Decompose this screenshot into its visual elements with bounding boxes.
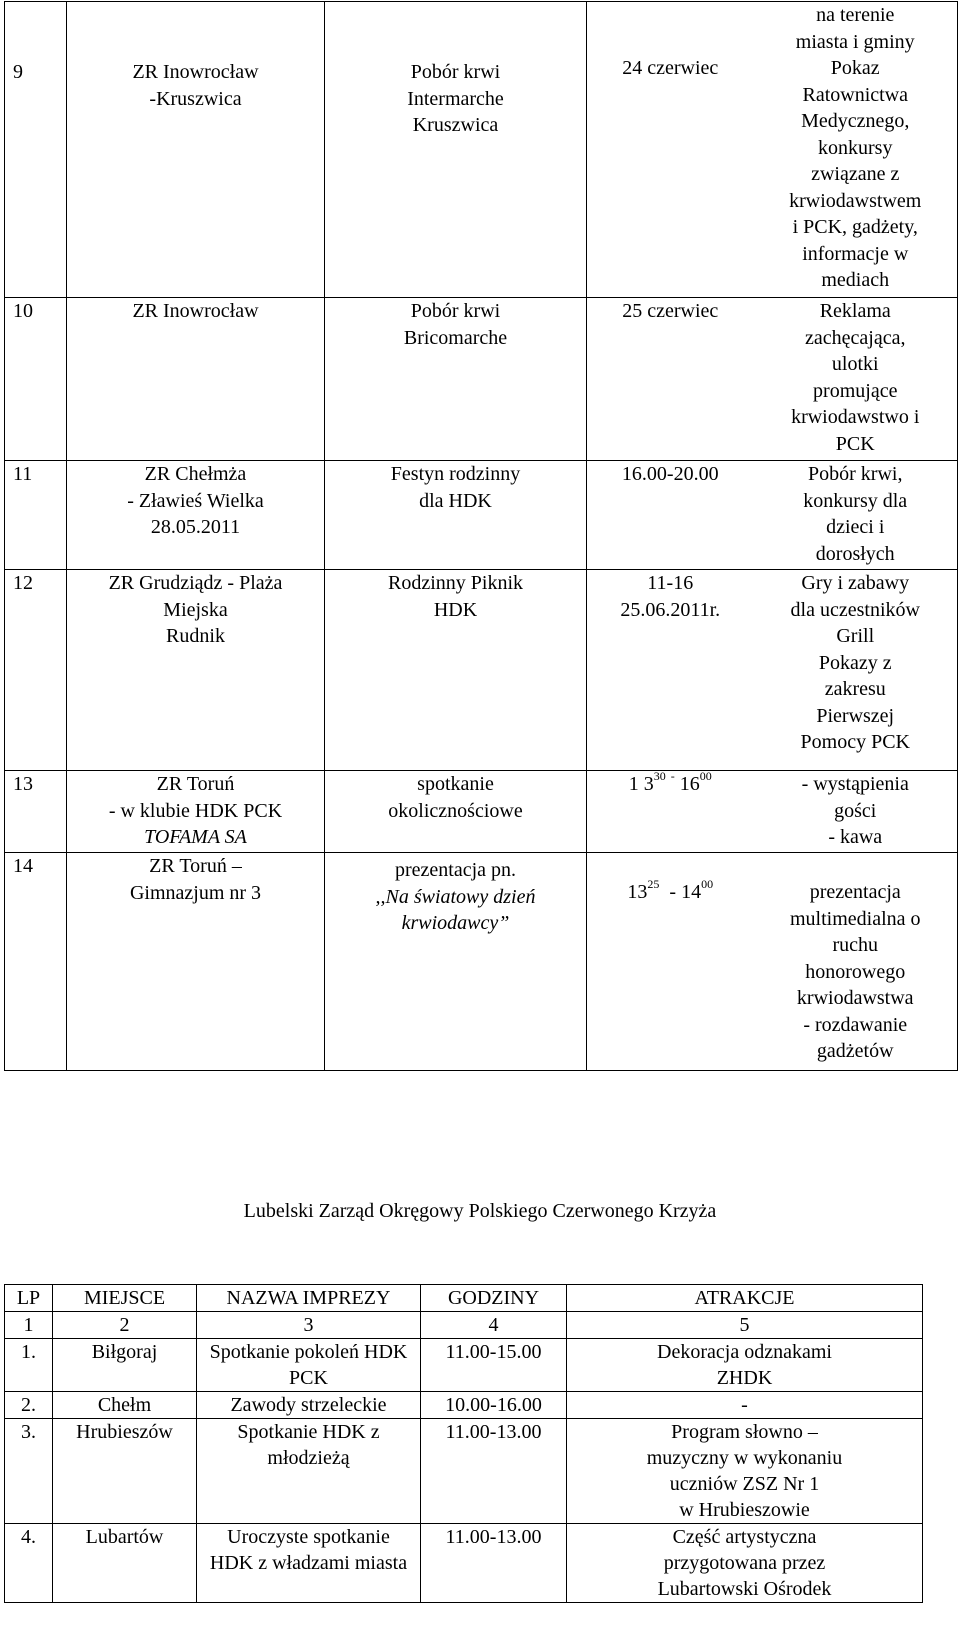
table-row — [5, 853, 958, 1071]
time: 16.00-20.00 — [621, 463, 719, 485]
place-cell: Hrubieszów — [53, 1419, 197, 1524]
row-number: 14 — [5, 853, 67, 1071]
event-cell: Zawody strzeleckie — [197, 1392, 421, 1419]
column-header: ATRAKCJE — [567, 1285, 923, 1312]
table-row — [5, 1524, 923, 1603]
event-cell: Pobór krwi Bricomarche — [325, 298, 587, 461]
event-cell: Uroczyste spotkanie HDK z władzami miasta — [197, 1524, 421, 1603]
place-cell: Chełm — [53, 1392, 197, 1419]
time: 11-16 25.06.2011r. — [620, 572, 721, 621]
place-cell: ZR Toruń – Gimnazjum nr 3 — [67, 853, 325, 1071]
header-row — [5, 1285, 923, 1312]
table-row — [5, 570, 958, 771]
column-number: 2 — [53, 1312, 197, 1339]
time: 24 czerwiec — [622, 57, 719, 79]
table-row — [5, 2, 958, 298]
lp-cell: 1. — [5, 1339, 53, 1392]
event-cell: Festyn rodzinny dla HDK — [325, 461, 587, 570]
events-table-lublin — [4, 1284, 923, 1603]
event-cell: Spotkanie pokoleń HDK PCK — [197, 1339, 421, 1392]
time-attractions-cell — [587, 570, 958, 771]
place-cell: ZR Inowrocław — [67, 298, 325, 461]
attractions: - wystąpienia gości - kawa — [801, 773, 909, 848]
attractions-cell: Dekoracja odznakami ZHDK — [567, 1339, 923, 1392]
entry — [587, 771, 957, 851]
attractions-cell: Program słowno – muzyczny w wykonaniu uczniów ZSZ Nr 1 w Hrubieszowie — [567, 1419, 923, 1524]
section-heading: Lubelski Zarząd Okręgowy Polskiego Czerwonego Krzyża — [243, 1200, 717, 1222]
column-number: 4 — [421, 1312, 567, 1339]
hours-cell: 10.00-16.00 — [421, 1392, 567, 1419]
attractions-cell: Część artystyczna przygotowana przez Lubartowski Ośrodek — [567, 1524, 923, 1603]
attractions: Pokaz Ratownictwa Medycznego, konkursy związane z krwiodawstwem i PCK, gadżety, informacje w mediach — [789, 57, 922, 291]
entry — [587, 570, 957, 756]
entry — [587, 2, 957, 55]
time-attractions-cell — [587, 771, 958, 853]
table-row — [5, 1339, 923, 1392]
lp-cell: 3. — [5, 1419, 53, 1524]
attractions: Gry i zabawy dla uczestników Grill Pokazy z zakresu Pierwszej Pomocy PCK — [790, 572, 920, 753]
row-number: 10 — [5, 298, 67, 461]
column-header: MIEJSCE — [53, 1285, 197, 1312]
event-cell: spotkanie okolicznościowe — [325, 771, 587, 853]
place-cell: ZR Toruń - w klubie HDK PCK TOFAMA SA — [67, 771, 325, 853]
hours-cell: 11.00-13.00 — [421, 1524, 567, 1603]
row-number: 13 — [5, 771, 67, 853]
time-attractions-cell — [587, 461, 958, 570]
place-cell: ZR Inowrocław -Kruszwica — [67, 2, 325, 298]
column-number: 1 — [5, 1312, 53, 1339]
table-row — [5, 461, 958, 570]
entry — [587, 298, 957, 457]
event-cell: Spotkanie HDK z młodzieżą — [197, 1419, 421, 1524]
table-row — [5, 1419, 923, 1524]
column-header: LP — [5, 1285, 53, 1312]
event-title: ,,Na światowy dzień krwiodawcy” — [375, 885, 536, 934]
table-row — [5, 771, 958, 853]
event-cell: prezentacja pn. ,,Na światowy dzień krwiodawcy” — [325, 853, 587, 1071]
hours-cell: 11.00-15.00 — [421, 1339, 567, 1392]
column-number: 3 — [197, 1312, 421, 1339]
row-number: 12 — [5, 570, 67, 771]
table-row — [5, 1392, 923, 1419]
lp-cell: 4. — [5, 1524, 53, 1603]
event-cell: Rodzinny Piknik HDK — [325, 570, 587, 771]
place-cell: Lubartów — [53, 1524, 197, 1603]
entry — [587, 55, 957, 294]
column-header: NAZWA IMPREZY — [197, 1285, 421, 1312]
place-cell: Biłgoraj — [53, 1339, 197, 1392]
time — [587, 2, 754, 55]
time-attractions-cell — [587, 853, 958, 1071]
place-cell: ZR Chełmża - Zławieś Wielka 28.05.2011 — [67, 461, 325, 570]
time: 25 czerwiec — [622, 300, 719, 322]
attractions: Pobór krwi, konkursy dla dzieci i dorosłych — [803, 463, 908, 565]
row-number: 9 — [5, 2, 67, 298]
company-name: TOFAMA SA — [144, 826, 247, 848]
attractions: na terenie miasta i gminy — [795, 4, 915, 53]
row-number: 11 — [5, 461, 67, 570]
attractions: Reklama zachęcająca, ulotki promujące krwiodawstwo i PCK — [791, 300, 920, 455]
column-header: GODZINY — [421, 1285, 567, 1312]
events-table-torun — [4, 1, 958, 1071]
entry — [587, 853, 957, 1065]
lp-cell: 2. — [5, 1392, 53, 1419]
column-number: 5 — [567, 1312, 923, 1339]
time-attractions-cell — [587, 298, 958, 461]
table-row — [5, 298, 958, 461]
hours-cell: 11.00-13.00 — [421, 1419, 567, 1524]
place-cell: ZR Grudziądz - Plaża Miejska Rudnik — [67, 570, 325, 771]
attractions: prezentacja multimedialna o ruchu honorowego krwiodawstwa - rozdawanie gadżetów — [789, 881, 921, 1062]
time-attractions-cell — [587, 2, 958, 298]
attractions-cell: - — [567, 1392, 923, 1419]
number-row — [5, 1312, 923, 1339]
time: $13^{25} - 14^{00}$ — [627, 877, 714, 903]
event-cell: Pobór krwi Intermarche Kruszwica — [325, 2, 587, 298]
time: 1 $3^{30}$ - $16^{00}$ — [628, 769, 712, 795]
entry — [587, 461, 957, 567]
